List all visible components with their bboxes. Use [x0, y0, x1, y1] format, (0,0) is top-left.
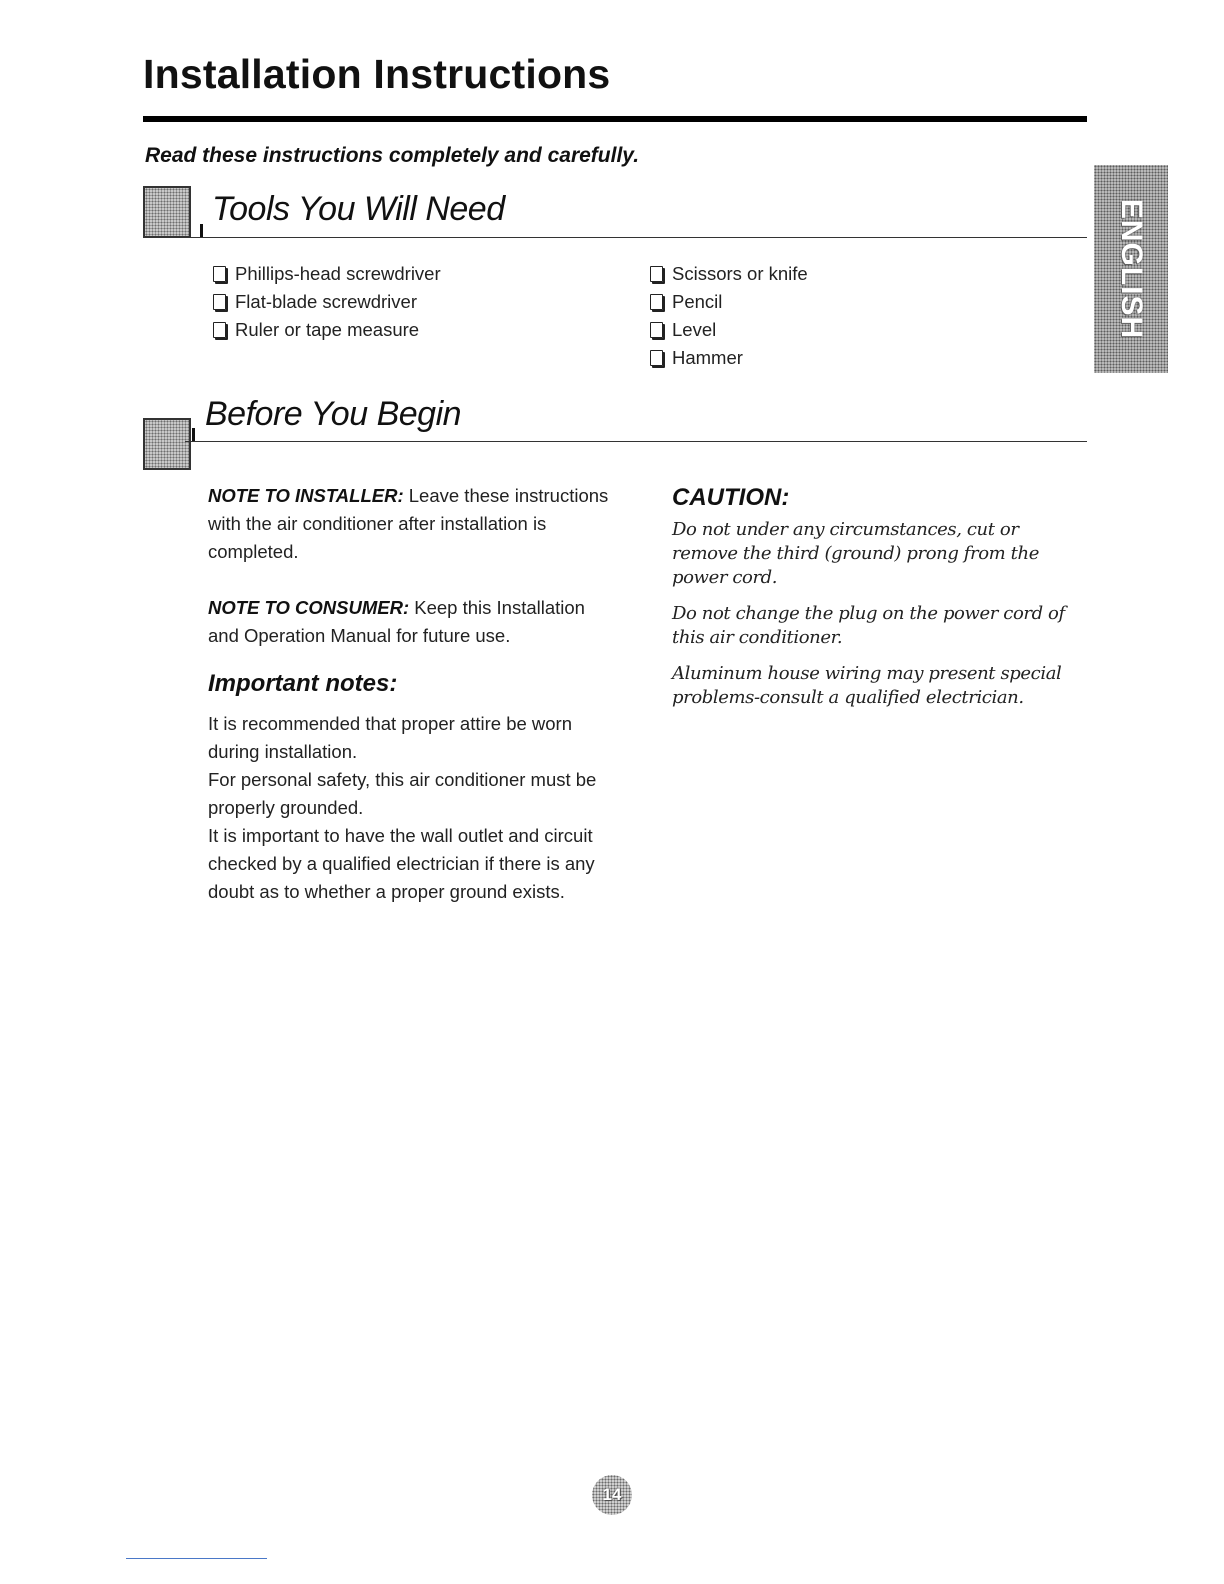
important-line: It is recommended that proper attire be worn during installation.	[208, 713, 573, 762]
list-item	[211, 260, 441, 288]
note-installer-label: NOTE TO INSTALLER:	[208, 485, 404, 506]
checkbox-icon	[650, 266, 663, 282]
section-marker-tick	[192, 428, 195, 442]
note-consumer	[208, 594, 618, 650]
tool-label: Flat-blade screwdriver	[235, 291, 417, 312]
caution-column	[672, 482, 1077, 710]
section-marker-icon	[143, 418, 191, 470]
checkbox-icon	[213, 322, 226, 338]
checkbox-icon	[213, 294, 226, 310]
important-line: For personal safety, this air conditioner must be properly grounded.	[208, 769, 597, 818]
caution-paragraph: Aluminum house wiring may present special problems-consult a qualified electrician.	[672, 663, 1062, 708]
footer-line	[126, 1558, 267, 1559]
list-item	[211, 316, 441, 344]
note-consumer-text: Keep this Installation and Operation Manual for future use.	[208, 597, 585, 646]
tool-label: Pencil	[672, 291, 723, 312]
tool-label: Phillips-head screwdriver	[235, 263, 441, 284]
page-title: Installation Instructions	[143, 51, 611, 97]
section-marker-icon	[143, 186, 191, 238]
important-line: It is important to have the wall outlet and circuit checked by a qualified electrician if there is any doubt as to whether a proper ground exists.	[208, 825, 595, 902]
checkbox-icon	[213, 266, 226, 282]
tool-label: Scissors or knife	[672, 263, 808, 284]
note-installer	[208, 482, 618, 566]
section-rule	[191, 237, 1087, 238]
important-notes	[208, 710, 618, 906]
tool-label: Level	[672, 319, 717, 340]
caution-heading: CAUTION:	[672, 484, 790, 511]
list-item	[648, 288, 808, 316]
important-heading: Important notes:	[208, 670, 398, 697]
checkbox-icon	[650, 322, 663, 338]
tools-list-right	[648, 260, 808, 372]
section-rule	[185, 441, 1087, 442]
tool-label: Ruler or tape measure	[235, 319, 420, 340]
list-item	[211, 288, 441, 316]
before-heading: Before You Begin	[205, 395, 462, 433]
tools-list-left	[211, 260, 441, 344]
checkbox-icon	[650, 294, 663, 310]
caution-paragraph: Do not under any circumstances, cut or remove the third (ground) prong from the power cord.	[672, 519, 1039, 588]
page-number-badge	[592, 1475, 632, 1515]
title-rule	[143, 116, 1087, 122]
language-label: ENGLISH	[1115, 198, 1148, 340]
page-subtitle: Read these instructions completely and carefully.	[145, 144, 640, 167]
note-installer-text: Leave these instructions with the air conditioner after installation is completed.	[208, 485, 609, 562]
list-item	[648, 344, 808, 372]
list-item	[648, 260, 808, 288]
tools-heading: Tools You Will Need	[212, 190, 505, 228]
caution-paragraph: Do not change the plug on the power cord of this air conditioner.	[672, 603, 1065, 648]
list-item	[648, 316, 808, 344]
checkbox-icon	[650, 350, 663, 366]
page-number: 14	[602, 1485, 622, 1504]
tool-label: Hammer	[672, 347, 743, 368]
note-consumer-label: NOTE TO CONSUMER:	[208, 597, 410, 618]
language-side-tab	[1094, 165, 1168, 373]
section-marker-tick	[200, 224, 203, 238]
left-column	[208, 482, 618, 906]
